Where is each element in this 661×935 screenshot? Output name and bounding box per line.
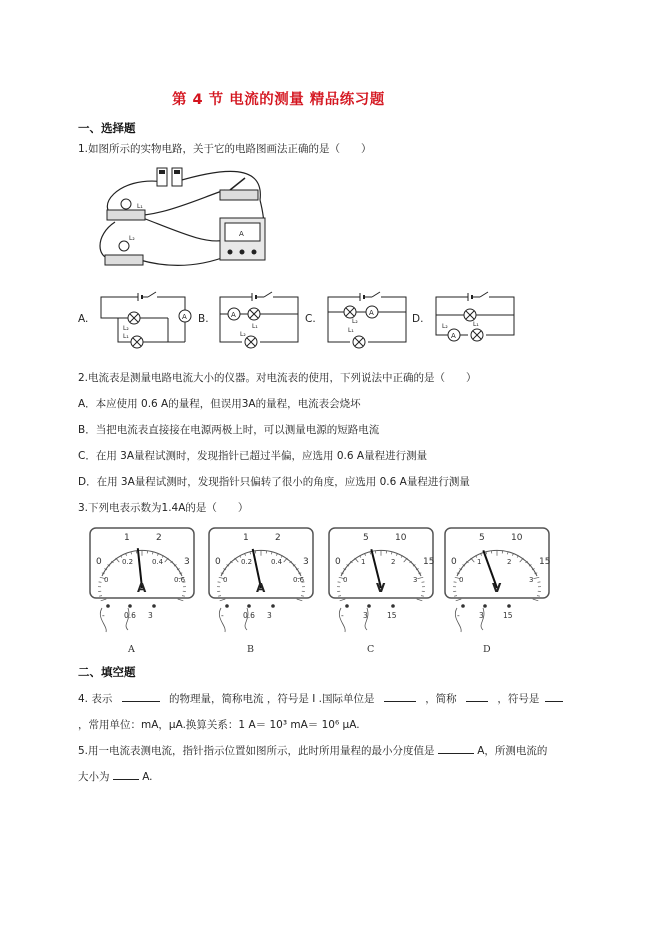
meter-terminal (152, 604, 156, 608)
q4-blank-1[interactable] (122, 691, 160, 702)
q2-option-c: C．在用 3A量程试测时，发现指针已超过半偏，应选用 0.6 A量程进行测量 (78, 450, 428, 462)
meter-outer-scale-label: 3 (184, 557, 190, 567)
meter-b (207, 526, 317, 651)
q1-option-d-circuit (428, 290, 518, 352)
meter-terminal (271, 604, 275, 608)
q5-text-3: 大小为 (78, 771, 110, 783)
meter-terminal-label: 3 (267, 611, 272, 620)
meter-inner-scale-label: 1 (477, 558, 482, 566)
q4-text-4: ，符号是 (497, 693, 540, 705)
question-5-line2 (78, 769, 153, 784)
question-1: 1.如图所示的实物电路，关于它的电路图画法正确的是（ ） (78, 143, 372, 155)
svg-text:L₁: L₁ (348, 327, 354, 334)
meter-terminal-label: 15 (503, 611, 513, 620)
svg-text:A: A (369, 309, 374, 317)
meter-terminal-label: 3 (148, 611, 153, 620)
meter-outer-scale-label: 2 (275, 533, 281, 543)
meter-terminal (225, 604, 229, 608)
meter-unit-label: V (492, 581, 502, 595)
meter-outer-scale-label: 5 (363, 533, 369, 543)
meter-outer-scale-label: 3 (303, 557, 309, 567)
meter-terminal-label: - (457, 611, 460, 620)
meter-inner-scale-label: 0.2 (122, 558, 134, 566)
meter-inner-scale-label: 0.6 (174, 576, 186, 584)
q1-option-a-label: A. (78, 313, 89, 325)
q1-option-c-label: C. (305, 313, 316, 325)
q4-text-2: 的物理量，简称电流 ，符号是 I .国际单位是 (169, 693, 375, 705)
q5-text-2: A，所测电流的 (477, 745, 548, 757)
meter-terminal-label: 0.6 (243, 611, 255, 620)
meter-terminal (247, 604, 251, 608)
meter-inner-scale-label: 2 (391, 558, 396, 566)
meter-unit-label: V (376, 581, 386, 595)
q2-option-d: D．在用 3A量程试测时，发现指针只偏转了很小的角度，应选用 0.6 A量程进行测量 (78, 476, 470, 488)
meter-terminal (106, 604, 110, 608)
section-heading-choice: 一、选择题 (78, 121, 136, 135)
svg-text:L₂: L₂ (352, 318, 358, 325)
q1-option-d-label: D. (412, 313, 424, 325)
meter-inner-scale-label: 0.6 (293, 576, 305, 584)
q1-option-c-circuit (320, 290, 410, 352)
meter-terminal-label: - (102, 611, 105, 620)
question-2: 2.电流表是测量电路电流大小的仪器。对电流表的使用，下列说法中正确的是（ ） (78, 372, 477, 384)
meter-inner-scale-label: 3 (413, 576, 418, 584)
meter-inner-scale-label: 3 (529, 576, 534, 584)
meter-terminal (391, 604, 395, 608)
question-4-line2: ，常用单位：mA，μA.换算关系：1 A＝ 10³ mA＝ 10⁶ μA. (78, 719, 360, 731)
meter-inner-scale-label: 0 (343, 576, 348, 584)
meter-outer-scale-label: 0 (451, 557, 457, 567)
meter-inner-scale-label: 0 (459, 576, 464, 584)
q2-option-a: A．本应使用 0.6 A的量程，但误用3A的量程，电流表会烧坏 (78, 398, 361, 410)
meter-inner-scale-label: 2 (507, 558, 512, 566)
meter-a (88, 526, 198, 651)
meter-terminal-label: 0.6 (124, 611, 136, 620)
svg-text:A: A (231, 311, 236, 319)
meter-terminal-label: 3 (363, 611, 368, 620)
meter-terminal (507, 604, 511, 608)
ammeter-symbol-a: A (182, 313, 187, 321)
svg-text:L₂: L₂ (240, 331, 246, 338)
meter-c (327, 526, 437, 651)
meter-outer-scale-label: 15 (539, 557, 551, 567)
meter-terminal-label: - (341, 611, 344, 620)
svg-text:L₁: L₁ (473, 321, 479, 328)
meter-option-label: B (247, 644, 254, 655)
svg-text:L₁: L₁ (137, 203, 143, 210)
meter-terminal-label: 15 (387, 611, 397, 620)
meter-d (443, 526, 553, 651)
meter-outer-scale-label: 5 (479, 533, 485, 543)
meter-inner-scale-label: 1 (361, 558, 366, 566)
meter-terminal (367, 604, 371, 608)
meter-outer-scale-label: 10 (395, 533, 407, 543)
q4-blank-2[interactable] (384, 691, 416, 702)
meter-outer-scale-label: 0 (215, 557, 221, 567)
svg-text:A: A (239, 230, 244, 238)
meter-terminal-label: 3 (479, 611, 484, 620)
q1-option-b-circuit (212, 290, 302, 352)
meter-terminal (461, 604, 465, 608)
meter-unit-label: A (256, 581, 266, 595)
q4-blank-3[interactable] (466, 691, 488, 702)
svg-text:A: A (451, 332, 456, 340)
meter-outer-scale-label: 15 (423, 557, 435, 567)
meter-inner-scale-label: 0.4 (152, 558, 164, 566)
meter-inner-scale-label: 0.2 (241, 558, 253, 566)
meter-option-label: D (483, 644, 491, 655)
q4-text-3: ，简称 (425, 693, 457, 705)
circuit-photo (95, 160, 270, 275)
meter-outer-scale-label: 0 (335, 557, 341, 567)
q4-blank-4[interactable] (545, 691, 563, 702)
meter-outer-scale-label: 0 (96, 557, 102, 567)
page-title: 第 4 节 电流的测量 精品练习题 (172, 92, 385, 108)
q5-blank-2[interactable] (113, 769, 139, 780)
q5-text-1: 5.用一电流表测电流，指针指示位置如图所示，此时所用量程的最小分度值是 (78, 745, 435, 757)
question-5-line1 (78, 743, 547, 758)
meter-inner-scale-label: 0.4 (271, 558, 283, 566)
svg-text:L₂: L₂ (442, 323, 448, 330)
question-4-line1 (78, 691, 565, 706)
meter-outer-scale-label: 10 (511, 533, 523, 543)
svg-text:L₂: L₂ (129, 235, 135, 242)
q1-option-a-circuit (93, 290, 193, 352)
question-3: 3.下列电表示数为1.4A的是（ ） (78, 502, 249, 514)
meter-option-label: C (367, 644, 375, 655)
meter-terminal (128, 604, 132, 608)
meter-outer-scale-label: 2 (156, 533, 162, 543)
meter-terminal-label: - (221, 611, 224, 620)
svg-text:L₁: L₁ (252, 323, 258, 330)
meter-outer-scale-label: 1 (124, 533, 130, 543)
meter-terminal (483, 604, 487, 608)
meter-option-label: A (128, 644, 135, 655)
svg-text:L₂: L₂ (123, 325, 129, 332)
meter-inner-scale-label: 0 (223, 576, 228, 584)
q1-option-b-label: B. (198, 313, 209, 325)
q2-option-b: B．当把电流表直接接在电源两极上时，可以测量电源的短路电流 (78, 424, 380, 436)
meter-unit-label: A (137, 581, 147, 595)
meter-inner-scale-label: 0 (104, 576, 109, 584)
svg-text:L₁: L₁ (123, 333, 129, 340)
q4-text-1: 4. 表示 (78, 693, 113, 705)
section-heading-fill: 二、填空题 (78, 665, 136, 679)
q5-text-4: A. (142, 771, 153, 783)
meter-outer-scale-label: 1 (243, 533, 249, 543)
q5-blank-1[interactable] (438, 743, 474, 754)
meter-terminal (345, 604, 349, 608)
